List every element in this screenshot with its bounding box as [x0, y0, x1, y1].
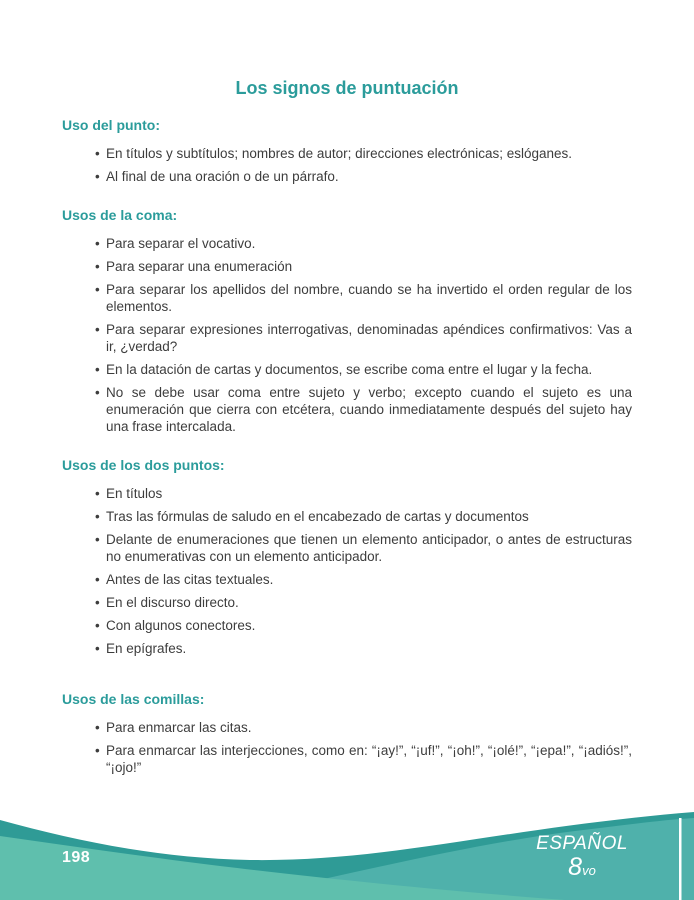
page-title: Los signos de puntuación [235, 78, 459, 98]
list-item: • Para enmarcar las interjecciones, como en: “¡ay!”, “¡uf!”, “¡oh!”, “¡olé!”, “¡epa!”, “¡adiós!”, “¡ojo!” [95, 742, 632, 776]
section-list [62, 145, 632, 185]
section-heading: Usos de los dos puntos: [62, 457, 225, 473]
section [62, 457, 632, 657]
brand-name: ESPAÑOL [536, 833, 628, 854]
brand-grade [522, 855, 642, 880]
section-list [62, 235, 632, 435]
list-item: • Para enmarcar las citas. [95, 719, 632, 736]
list-item: • Para separar expresiones interrogativas, denominadas apéndices confirmativos: Vas a ir, ¿verdad? [95, 321, 632, 355]
list-item: • Tras las fórmulas de saludo en el encabezado de cartas y documentos [95, 508, 632, 525]
list-item: • Para separar una enumeración [95, 258, 632, 275]
brand-logo [522, 834, 642, 880]
section-list [62, 719, 632, 776]
section [62, 117, 632, 185]
footer-wave-banner [0, 790, 694, 900]
list-item: • No se debe usar coma entre sujeto y verbo; excepto cuando el sujeto es una enumeración que cierra con etcétera, cuando inmediatamente después del sujeto hay una frase intercalada. [95, 384, 632, 435]
list-item: • En la datación de cartas y documentos, se escribe coma entre el lugar y la fecha. [95, 361, 632, 378]
brand-grade-suffix: vo [582, 863, 596, 878]
list-item: • En epígrafes. [95, 640, 632, 657]
list-item: • Antes de las citas textuales. [95, 571, 632, 588]
list-item: • En el discurso directo. [95, 594, 632, 611]
list-item: • Para separar los apellidos del nombre, cuando se ha invertido el orden regular de los elementos. [95, 281, 632, 315]
page-number: 198 [62, 849, 91, 866]
list-item: • Al final de una oración o de un párrafo. [95, 168, 632, 185]
section-heading: Usos de la coma: [62, 207, 178, 223]
list-item: • Con algunos conectores. [95, 617, 632, 634]
section [62, 207, 632, 435]
footer-divider-line [679, 818, 682, 900]
sections-container [0, 117, 694, 776]
section-heading: Uso del punto: [62, 117, 160, 133]
brand-grade-number: 8 [568, 853, 583, 881]
section [62, 691, 632, 776]
section-heading: Usos de las comillas: [62, 691, 205, 707]
list-item: • En títulos [95, 485, 632, 502]
section-list [62, 485, 632, 657]
list-item: • En títulos y subtítulos; nombres de autor; direcciones electrónicas; eslóganes. [95, 145, 632, 162]
list-item: • Delante de enumeraciones que tienen un elemento anticipador, o antes de estructuras no enumerativas con un elemento anticipador. [95, 531, 632, 565]
list-item: • Para separar el vocativo. [95, 235, 632, 252]
